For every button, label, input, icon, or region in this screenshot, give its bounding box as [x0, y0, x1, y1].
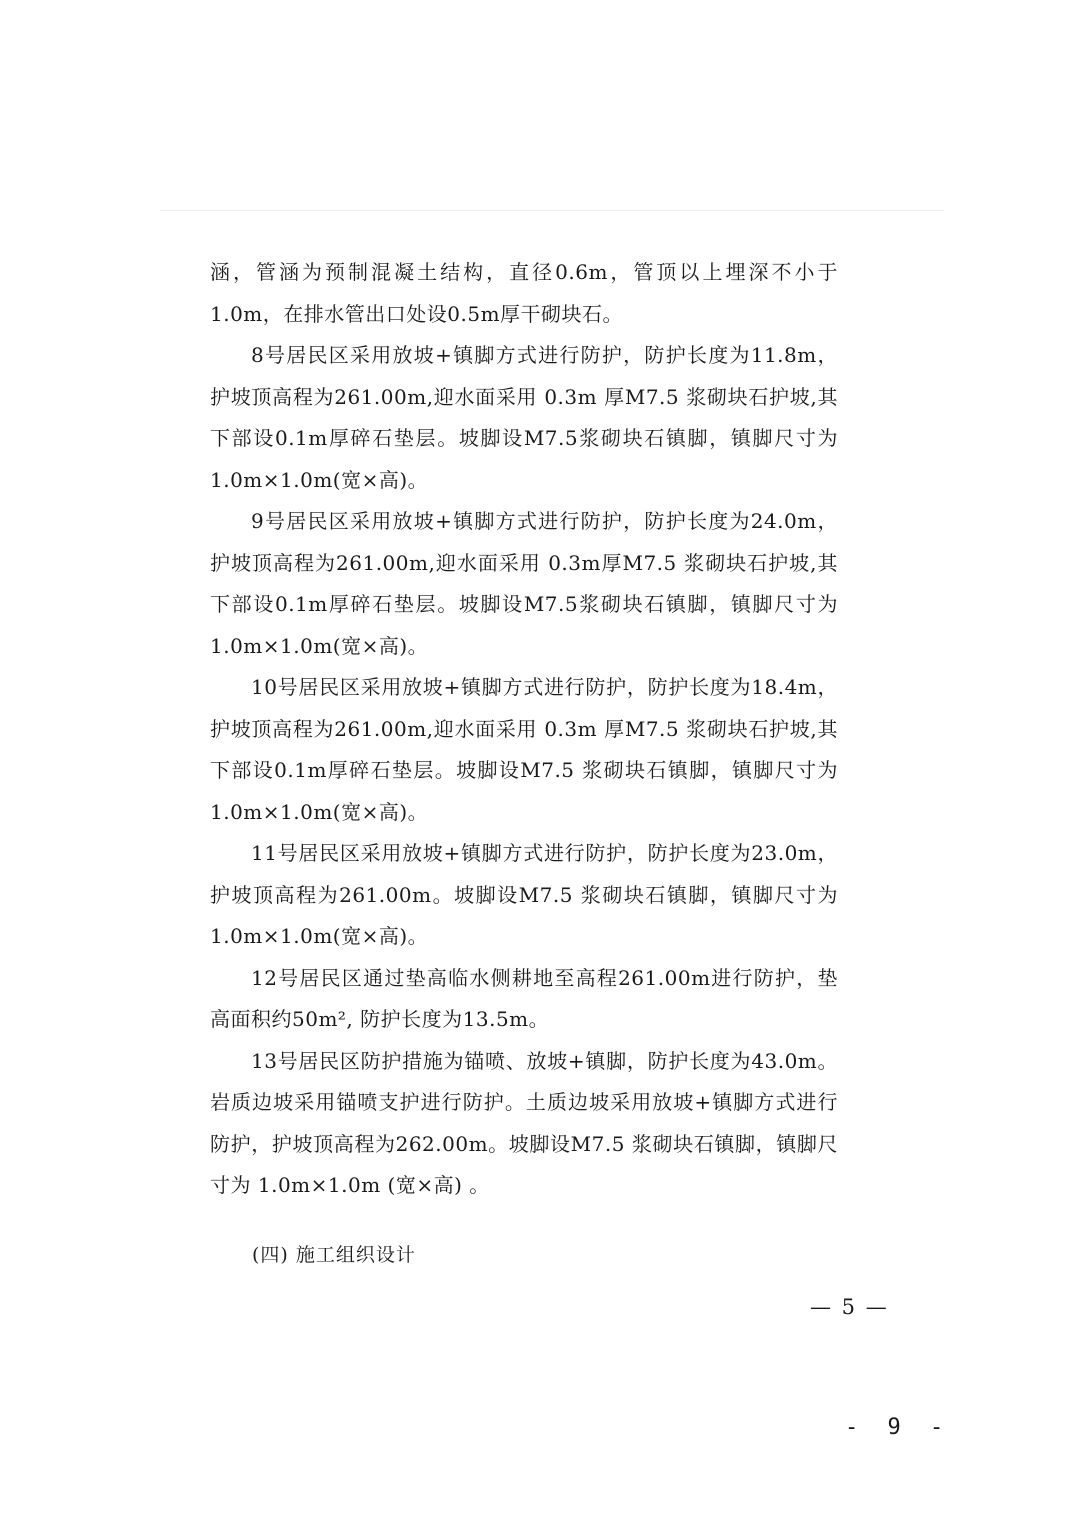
paragraph-residential-area-11: 11号居民区采用放坡+镇脚方式进行防护，防护长度为23.0m，护坡顶高程为261.00m。坡脚设M7.5 浆砌块石镇脚，镇脚尺寸为1.0m×1.0m(宽×高)。 — [210, 841, 838, 948]
section-heading: (四) 施工组织设计 — [252, 1244, 416, 1266]
paragraph-residential-area-13: 13号居民区防护措施为锚喷、放坡+镇脚，防护长度为43.0m。岩质边坡采用锚喷支护进行防护。土质边坡采用放坡+镇脚方式进行防护，护坡顶高程为262.00m。坡脚设M7.5 浆砌块石镇脚，镇脚尺寸为 1.0m×1.0m (宽×高) 。 — [210, 1048, 838, 1197]
paragraph-residential-area-12: 12号居民区通过垫高临水侧耕地至高程261.00m进行防护，垫高面积约50m², 防护长度为13.5m。 — [210, 965, 838, 1031]
paragraph-residential-area-10: 10号居民区采用放坡+镇脚方式进行防护，防护长度为18.4m，护坡顶高程为261.00m,迎水面采用 0.3m 厚M7.5 浆砌块石护坡,其下部设0.1m厚碎石垫层。坡脚设M7.5 浆砌块石镇脚，镇脚尺寸为 1.0m×1.0m(宽×高)。 — [210, 675, 838, 824]
body-text — [210, 252, 838, 1207]
paragraph-culvert: 涵，管涵为预制混凝土结构，直径0.6m，管顶以上埋深不小于1.0m，在排水管出口处设0.5m厚干砌块石。 — [210, 260, 838, 326]
outer-page-number: - 9 - — [845, 1415, 952, 1440]
paragraph-residential-area-8: 8号居民区采用放坡+镇脚方式进行防护，防护长度为11.8m，护坡顶高程为261.00m,迎水面采用 0.3m 厚M7.5 浆砌块石护坡,其下部设0.1m厚碎石垫层。坡脚设M7.5浆砌块石镇脚，镇脚尺寸为1.0m×1.0m(宽×高)。 — [210, 343, 838, 492]
paragraph-residential-area-9: 9号居民区采用放坡+镇脚方式进行防护，防护长度为24.0m，护坡顶高程为261.00m,迎水面采用 0.3m厚M7.5 浆砌块石护坡,其下部设0.1m厚碎石垫层。坡脚设M7.5浆砌块石镇脚，镇脚尺寸为1.0m×1.0m(宽×高)。 — [210, 509, 838, 658]
header-rule — [160, 210, 944, 211]
inner-page-number: — 5 — — [810, 1295, 889, 1319]
